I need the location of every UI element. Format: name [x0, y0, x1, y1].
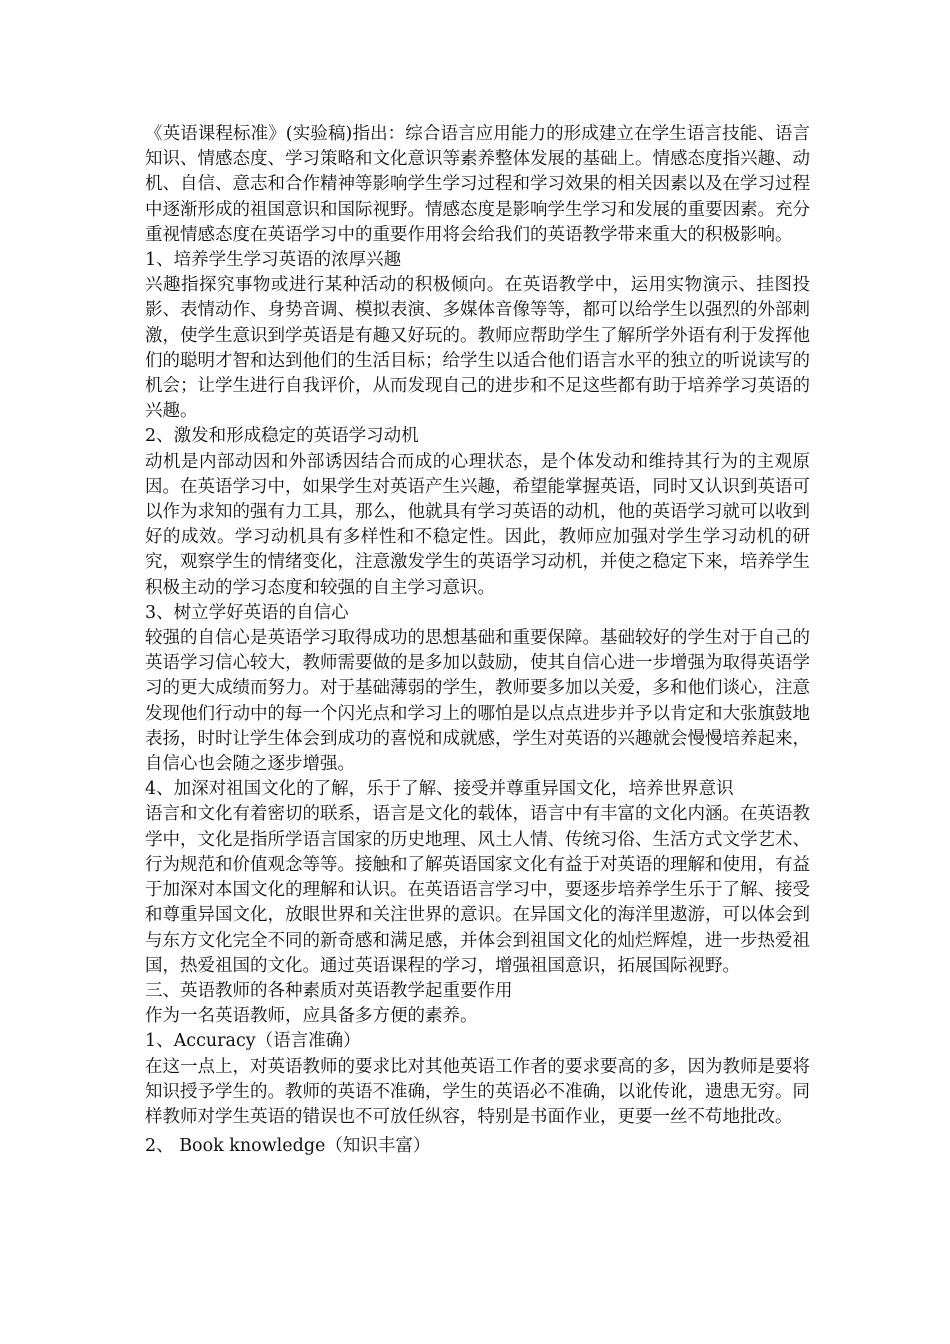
item-2-heading: 2、 Book knowledge（知识丰富）: [145, 1136, 431, 1157]
section-3-body: 较强的自信心是英语学习取得成功的思想基础和重要保障。基础较好的学生对于自己的英语学习信心较大，教师需要做的是多加以鼓励，使其自信心进一步增强为取得英语学习的更大成绩而努力。对于基础薄弱的学生，教师要多加以关爱，多和他们谈心，注意发现他们行动中的每一个闪光点和学习上的哪怕是以点点进步并予以肯定和大张旗鼓地表扬，时时让学生体会到成功的喜悦和成就感，学生对英语的兴趣就会慢慢培养起来，自信心也会随之逐步增强。: [145, 628, 810, 775]
section-4-body: 语言和文化有着密切的联系，语言是文化的载体，语言中有丰富的文化内涵。在英语教学中，文化是指所学语言国家的历史地理、风土人情、传统习俗、生活方式文学艺术、行为规范和价值观念等等。接触和了解英语国家文化有益于对英语的理解和使用，有益于加深对本国文化的理解和认识。在英语语言学习中，要逐步培养学生乐于了解、接受和尊重异国文化，放眼世界和关注世界的意识。在异国文化的海洋里遨游，可以体会到与东方文化完全不同的新奇感和满足感，并体会到祖国文化的灿烂辉煌，进一步热爱祖国，热爱祖国的文化。通过英语课程的学习，增强祖国意识，拓展国际视野。: [145, 804, 810, 976]
part-3-intro: 作为一名英语教师，应具备多方便的素养。: [145, 1006, 478, 1027]
section-4-heading: 4、加深对祖国文化的了解，乐于了解、接受并尊重异国文化，培养世界意识: [145, 779, 734, 800]
item-1-heading: 1、Accuracy（语言准确）: [145, 1031, 361, 1052]
part-3-heading: 三、英语教师的各种素质对英语教学起重要作用: [145, 980, 513, 1001]
section-3-heading: 3、树立学好英语的自信心: [145, 602, 349, 623]
section-2-body: 动机是内部动因和外部诱因结合而成的心理状态，是个体发动和维持其行为的主观原因。在英语学习中，如果学生对英语产生兴趣，希望能掌握英语，同时又认识到英语可以作为求知的强有力工具，那么，他就具有学习英语的动机，他的英语学习就可以收到好的成效。学习动机具有多样性和不稳定性。因此，教师应加强对学生学习动机的研究，观察学生的情绪变化，注意激发学生的英语学习动机，并使之稳定下来，培养学生积极主动的学习态度和较强的自主学习意识。: [145, 451, 810, 598]
section-1-heading: 1、培养学生学习英语的浓厚兴趣: [145, 250, 402, 271]
section-2-heading: 2、激发和形成稳定的英语学习动机: [145, 426, 419, 447]
document-page: [145, 122, 810, 1159]
item-1-body: 在这一点上，对英语教师的要求比对其他英语工作者的要求要高的多，因为教师是要将知识授予学生的。教师的英语不准确，学生的英语必不准确，以讹传讹，遗患无穷。同样教师对学生英语的错误也不可放任纵容，特别是书面作业，更要一丝不苟地批改。: [145, 1056, 810, 1127]
section-1-body: 兴趣指探究事物或进行某种活动的积极倾向。在英语教学中，运用实物演示、挂图投影、表情动作、身势音调、模拟表演、多媒体音像等等，都可以给学生以强烈的外部刺激，使学生意识到学英语是有趣又好玩的。教师应帮助学生了解所学外语有利于发挥他们的聪明才智和达到他们的生活目标；给学生以适合他们语言水平的独立的听说读写的机会；让学生进行自我评价，从而发现自己的进步和不足这些都有助于培养学习英语的兴趣。: [145, 275, 810, 422]
intro-paragraph: 《英语课程标准》(实验稿)指出：综合语言应用能力的形成建立在学生语言技能、语言知识、情感态度、学习策略和文化意识等素养整体发展的基础上。情感态度指兴趣、动机、自信、意志和合作精神等影响学生学习过程和学习效果的相关因素以及在学习过程中逐渐形成的祖国意识和国际视野。情感态度是影响学生学习和发展的重要因素。充分重视情感态度在英语学习中的重要作用将会给我们的英语教学带来重大的积极影响。: [145, 124, 810, 245]
